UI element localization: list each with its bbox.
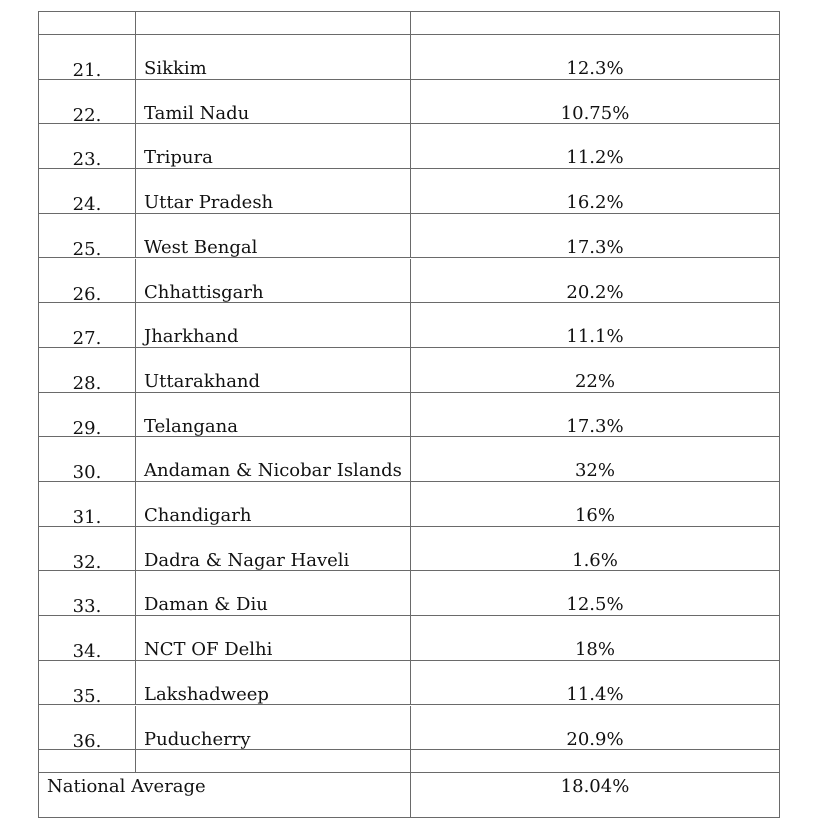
percentage-value: 11.4% bbox=[410, 661, 779, 705]
table-row bbox=[39, 571, 779, 616]
percentage-value: 11.2% bbox=[410, 124, 779, 168]
percentage-value: 16.2% bbox=[410, 169, 779, 213]
row-number: 25. bbox=[72, 238, 102, 260]
row-number: 27. bbox=[72, 328, 102, 350]
percentage-value: 18% bbox=[410, 616, 779, 660]
row-number: 28. bbox=[72, 372, 102, 394]
percentage-value: 10.75% bbox=[410, 80, 779, 124]
national-average-label: National Average bbox=[47, 776, 206, 797]
percentage-value: 17.3% bbox=[410, 214, 779, 258]
table-row bbox=[39, 303, 779, 348]
row-number: 23. bbox=[72, 149, 102, 171]
table-row bbox=[39, 482, 779, 527]
percentage-value: 12.3% bbox=[410, 35, 779, 79]
state-name: Chhattisgarh bbox=[135, 259, 410, 303]
table-row bbox=[39, 80, 779, 125]
row-number: 21. bbox=[72, 60, 102, 81]
row-number: 33. bbox=[72, 596, 102, 618]
national-average-value: 18.04% bbox=[410, 773, 779, 817]
table-row bbox=[39, 393, 779, 438]
state-name: Uttar Pradesh bbox=[135, 169, 410, 213]
row-number: 35. bbox=[72, 685, 102, 707]
table-row bbox=[39, 437, 779, 482]
row-number: 36. bbox=[72, 730, 102, 752]
spacer-cell-state bbox=[135, 750, 410, 772]
percentage-value: 22% bbox=[410, 348, 779, 392]
table-row bbox=[39, 35, 779, 80]
percentage-value: 20.9% bbox=[410, 706, 779, 750]
percentage-value: 17.3% bbox=[410, 393, 779, 437]
row-number: 24. bbox=[72, 194, 102, 216]
percentage-value: 1.6% bbox=[410, 527, 779, 571]
row-number: 30. bbox=[72, 462, 102, 484]
table-spacer-row bbox=[39, 750, 779, 773]
percentage-value: 20.2% bbox=[410, 259, 779, 303]
spacer-cell-num bbox=[39, 750, 135, 772]
row-number: 29. bbox=[72, 417, 102, 439]
percentage-value: 32% bbox=[410, 437, 779, 481]
state-name: NCT OF Delhi bbox=[135, 616, 410, 660]
state-name: Lakshadweep bbox=[135, 661, 410, 705]
header-cell-value bbox=[410, 12, 779, 34]
state-name: Puducherry bbox=[135, 706, 410, 750]
state-name: West Bengal bbox=[135, 214, 410, 258]
data-table bbox=[38, 11, 780, 818]
state-name: Uttarakhand bbox=[135, 348, 410, 392]
table-row bbox=[39, 259, 779, 304]
state-name: Telangana bbox=[135, 393, 410, 437]
table-row bbox=[39, 214, 779, 259]
row-number: 22. bbox=[72, 104, 102, 126]
table-row bbox=[39, 169, 779, 214]
table-footer-row bbox=[39, 773, 779, 817]
state-name: Jharkhand bbox=[135, 303, 410, 347]
row-number: 31. bbox=[72, 507, 102, 528]
state-name: Chandigarh bbox=[135, 482, 410, 526]
table-row bbox=[39, 124, 779, 169]
row-number: 34. bbox=[72, 641, 102, 663]
header-cell-num bbox=[39, 12, 135, 34]
header-cell-state bbox=[135, 12, 410, 34]
state-name: Andaman & Nicobar Islands bbox=[135, 437, 410, 481]
state-name: Tripura bbox=[135, 124, 410, 168]
state-name: Tamil Nadu bbox=[135, 80, 410, 124]
state-name: Daman & Diu bbox=[135, 571, 410, 615]
row-number: 26. bbox=[72, 283, 102, 305]
percentage-value: 11.1% bbox=[410, 303, 779, 347]
percentage-value: 12.5% bbox=[410, 571, 779, 615]
state-name: Dadra & Nagar Haveli bbox=[135, 527, 410, 571]
table-row bbox=[39, 706, 779, 751]
table-row bbox=[39, 527, 779, 572]
percentage-value: 16% bbox=[410, 482, 779, 526]
table-row bbox=[39, 616, 779, 661]
row-number: 32. bbox=[72, 551, 102, 573]
spacer-cell-value bbox=[410, 750, 779, 772]
table-row bbox=[39, 348, 779, 393]
table-header-row bbox=[39, 12, 779, 35]
state-name: Sikkim bbox=[135, 35, 410, 79]
table-row bbox=[39, 661, 779, 706]
